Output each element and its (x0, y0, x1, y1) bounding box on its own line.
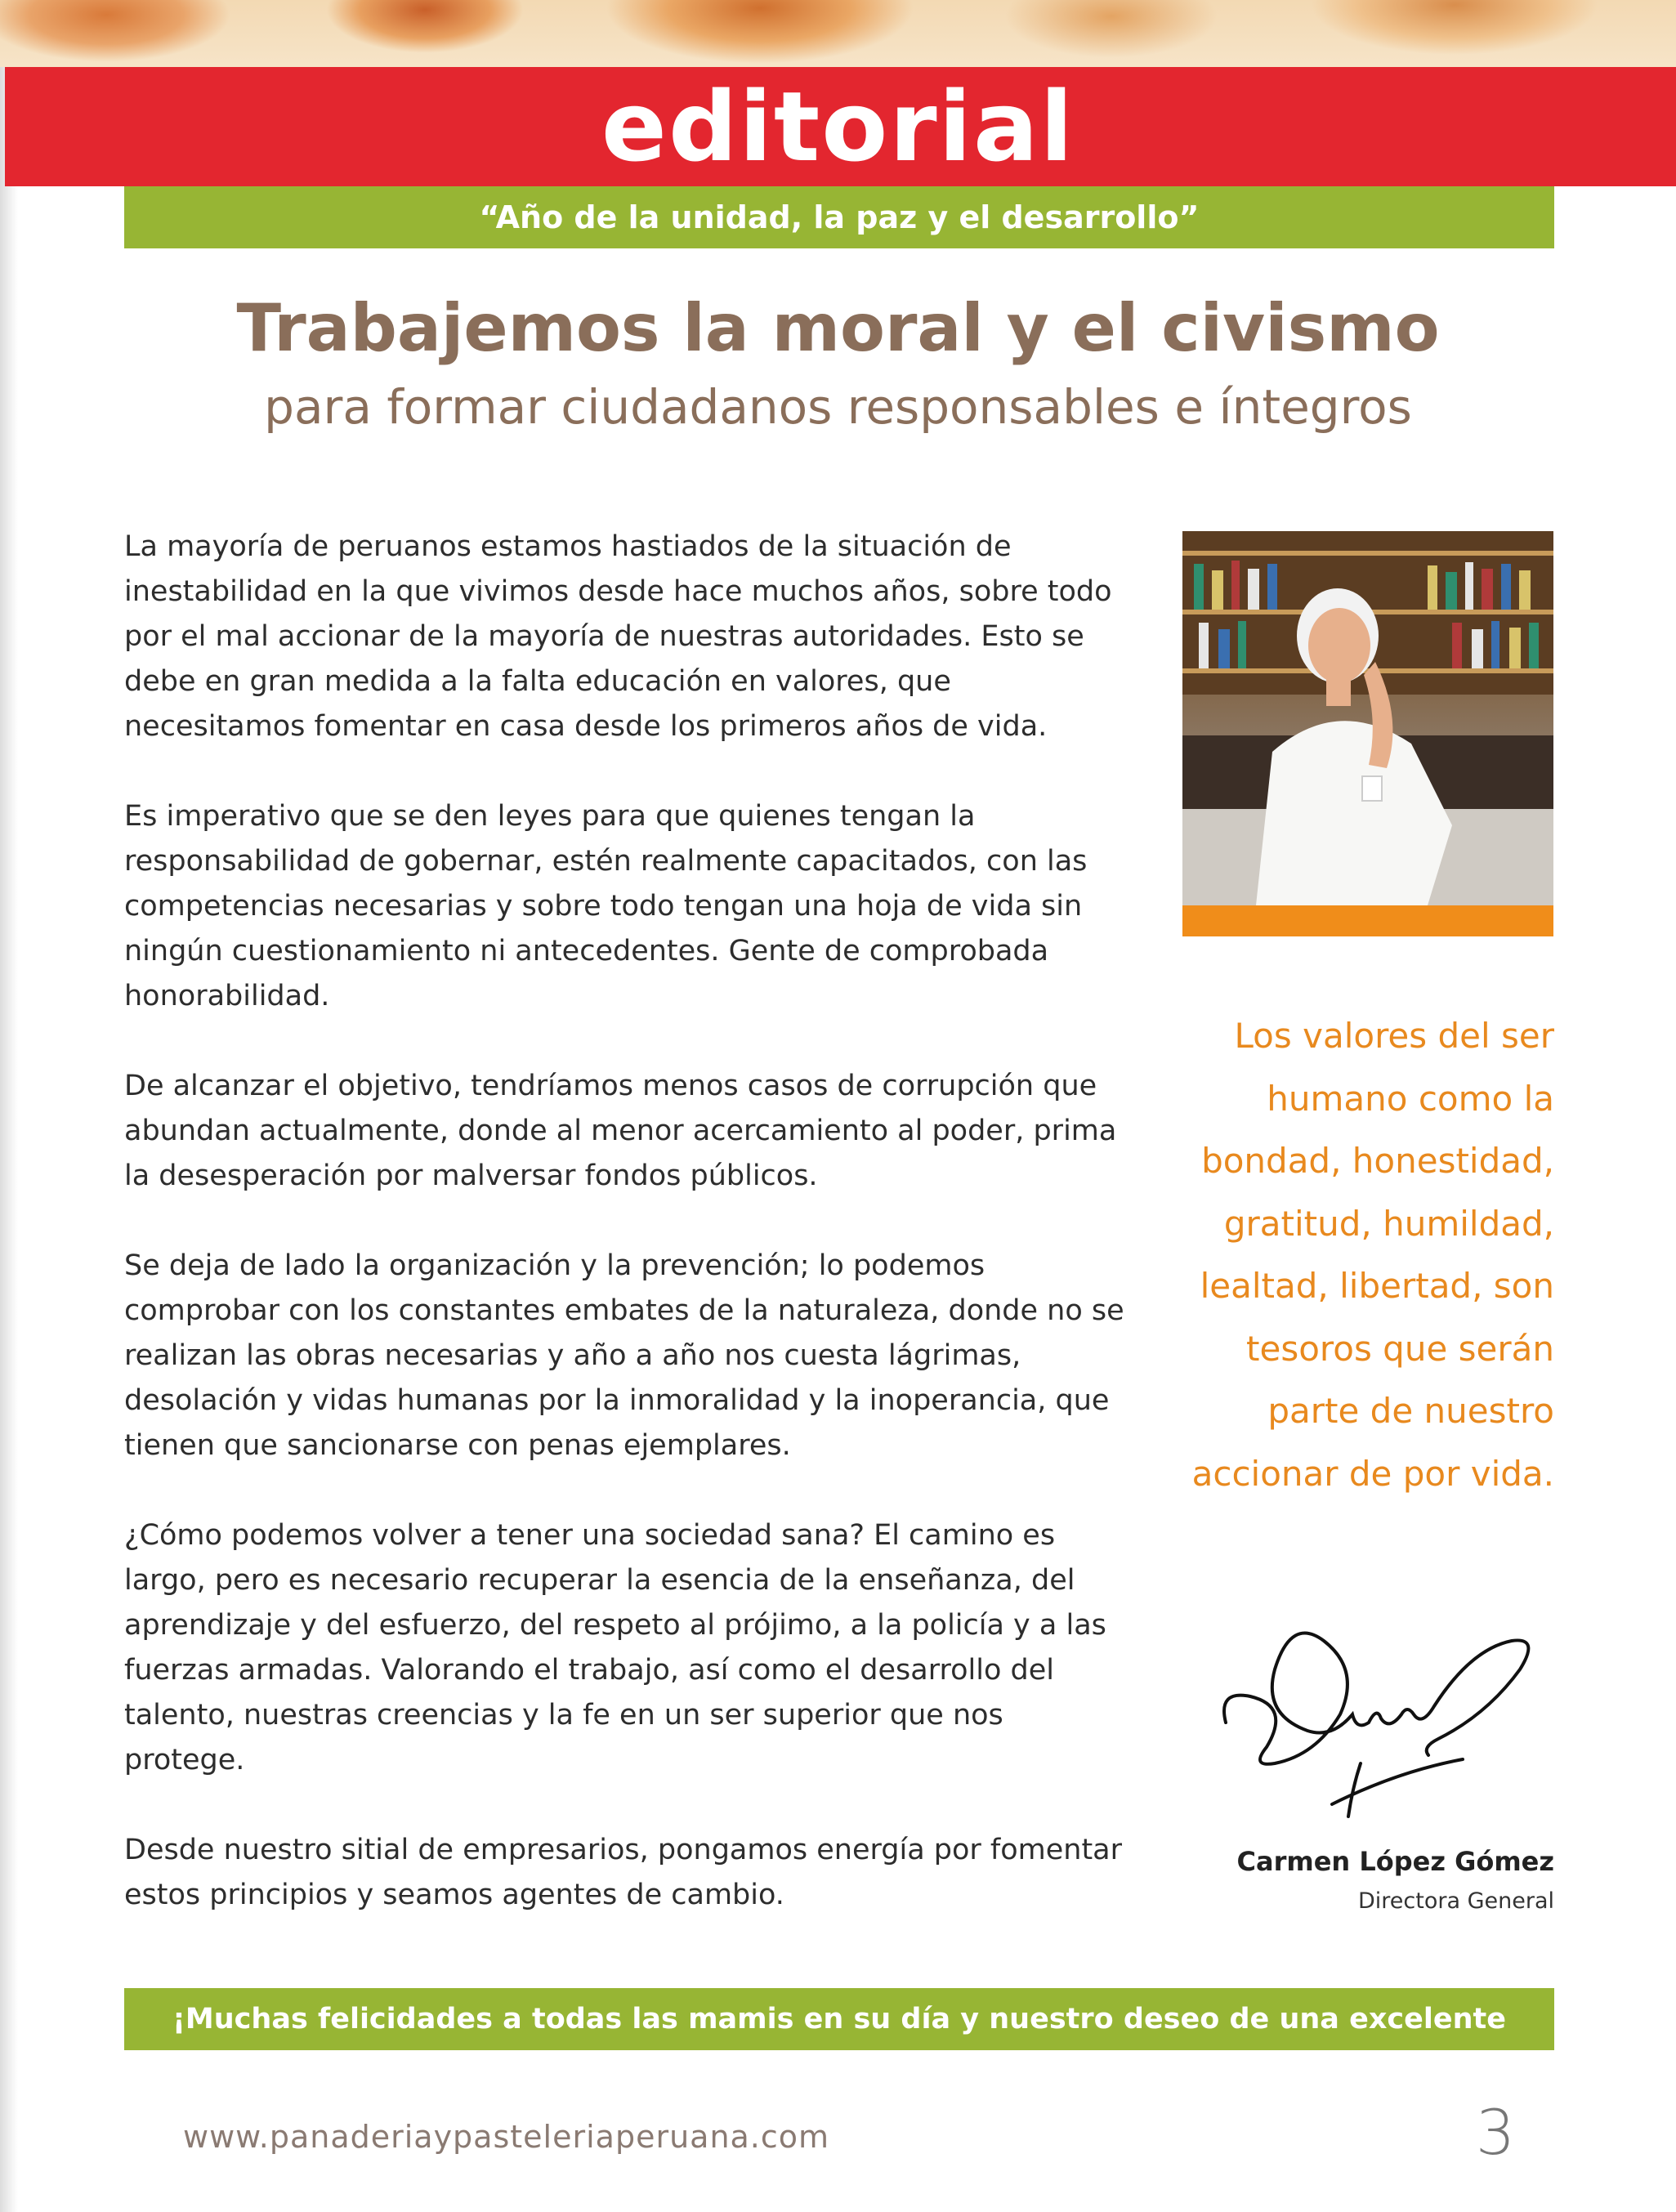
pull-quote-line: tesoros que serán (1246, 1328, 1554, 1369)
pull-quote-line: parte de nuestro (1267, 1391, 1554, 1431)
article-body (124, 525, 1129, 1963)
article-paragraph: Se deja de lado la organización y la prevención; lo podemos comprobar con los constantes embates de la naturaleza, donde no se realizan las obras necesarias y año a año nos cuesta lágrimas, desolación y vidas humanas por la inmoralidad y la inoperancia, que tienen que sancionarse con penas ejemplares. (124, 1249, 1124, 1462)
article-headline: Trabajemos la moral y el civismo (236, 290, 1440, 366)
article-paragraph: Es imperativo que se den leyes para que quienes tengan la responsabilidad de gobernar, estén realmente capacitados, con las competencias necesarias y sobre todo tengan una hoja de vida sin ningún cuestionamiento ni antecedentes. Gente de comprobada honorabilidad. (124, 800, 1088, 1012)
watercolor-header-artwork (0, 0, 1676, 67)
pull-quote (1169, 1005, 1554, 1505)
pull-quote-line: humano como la (1267, 1078, 1554, 1119)
article-paragraph: ¿Cómo podemos volver a tener una sociedad sana? El camino es largo, pero es necesario recuperar la esencia de la enseñanza, del aprendizaje y del esfuerzo, del respeto al prójimo, a la policía y a las fuerzas armadas. Valorando el trabajo, así como el desarrollo del talento, nuestras creencias y la fe en un ser superior que nos protege. (124, 1519, 1106, 1776)
pull-quote-line: gratitud, humildad, (1223, 1203, 1554, 1244)
article-paragraph: La mayoría de peruanos estamos hastiados de la situación de inestabilidad en la que vivimos desde hace muchos años, sobre todo por el mal accionar de la mayoría de nuestras autoridades. Esto se debe en gran medida a la falta educación en valores, que necesitamos fomentar en casa desde los primeros años de vida. (124, 530, 1112, 743)
photo-accent-bar (1182, 905, 1553, 936)
director-photo (1182, 531, 1553, 905)
article-subheadline: para formar ciudadanos responsables e íntegros (264, 379, 1412, 435)
article-paragraph: De alcanzar el objetivo, tendríamos menos casos de corrupción que abundan actualmente, donde al menor acercamiento al poder, prima la desesperación por malversar fondos públicos. (124, 1070, 1117, 1192)
pull-quote-line: lealtad, libertad, son (1200, 1266, 1554, 1306)
signer-name: Carmen López Gómez (1236, 1846, 1554, 1877)
section-title: editorial (601, 70, 1075, 183)
director-photo-illustration (1182, 531, 1553, 905)
year-motto-bar: “Año de la unidad, la paz y el desarrollo” (124, 186, 1554, 248)
page-number: 3 (1475, 2096, 1516, 2169)
mothers-day-greeting-bar: ¡Muchas felicidades a todas las mamis en su día y nuestro deseo de una excelente campaña! (124, 1988, 1554, 2050)
signer-role: Directora General (1358, 1888, 1554, 1914)
pull-quote-line: accionar de por vida. (1191, 1453, 1554, 1494)
footer-website-url: www.panaderiaypasteleriaperuana.com (183, 2119, 830, 2155)
handwritten-signature (1218, 1592, 1554, 1837)
article-paragraph: Desde nuestro sitial de empresarios, pongamos energía por fomentar estos principios y seamos agentes de cambio. (124, 1834, 1123, 1911)
pull-quote-line: bondad, honestidad, (1201, 1141, 1554, 1181)
pull-quote-line: Los valores del ser (1234, 1016, 1554, 1056)
